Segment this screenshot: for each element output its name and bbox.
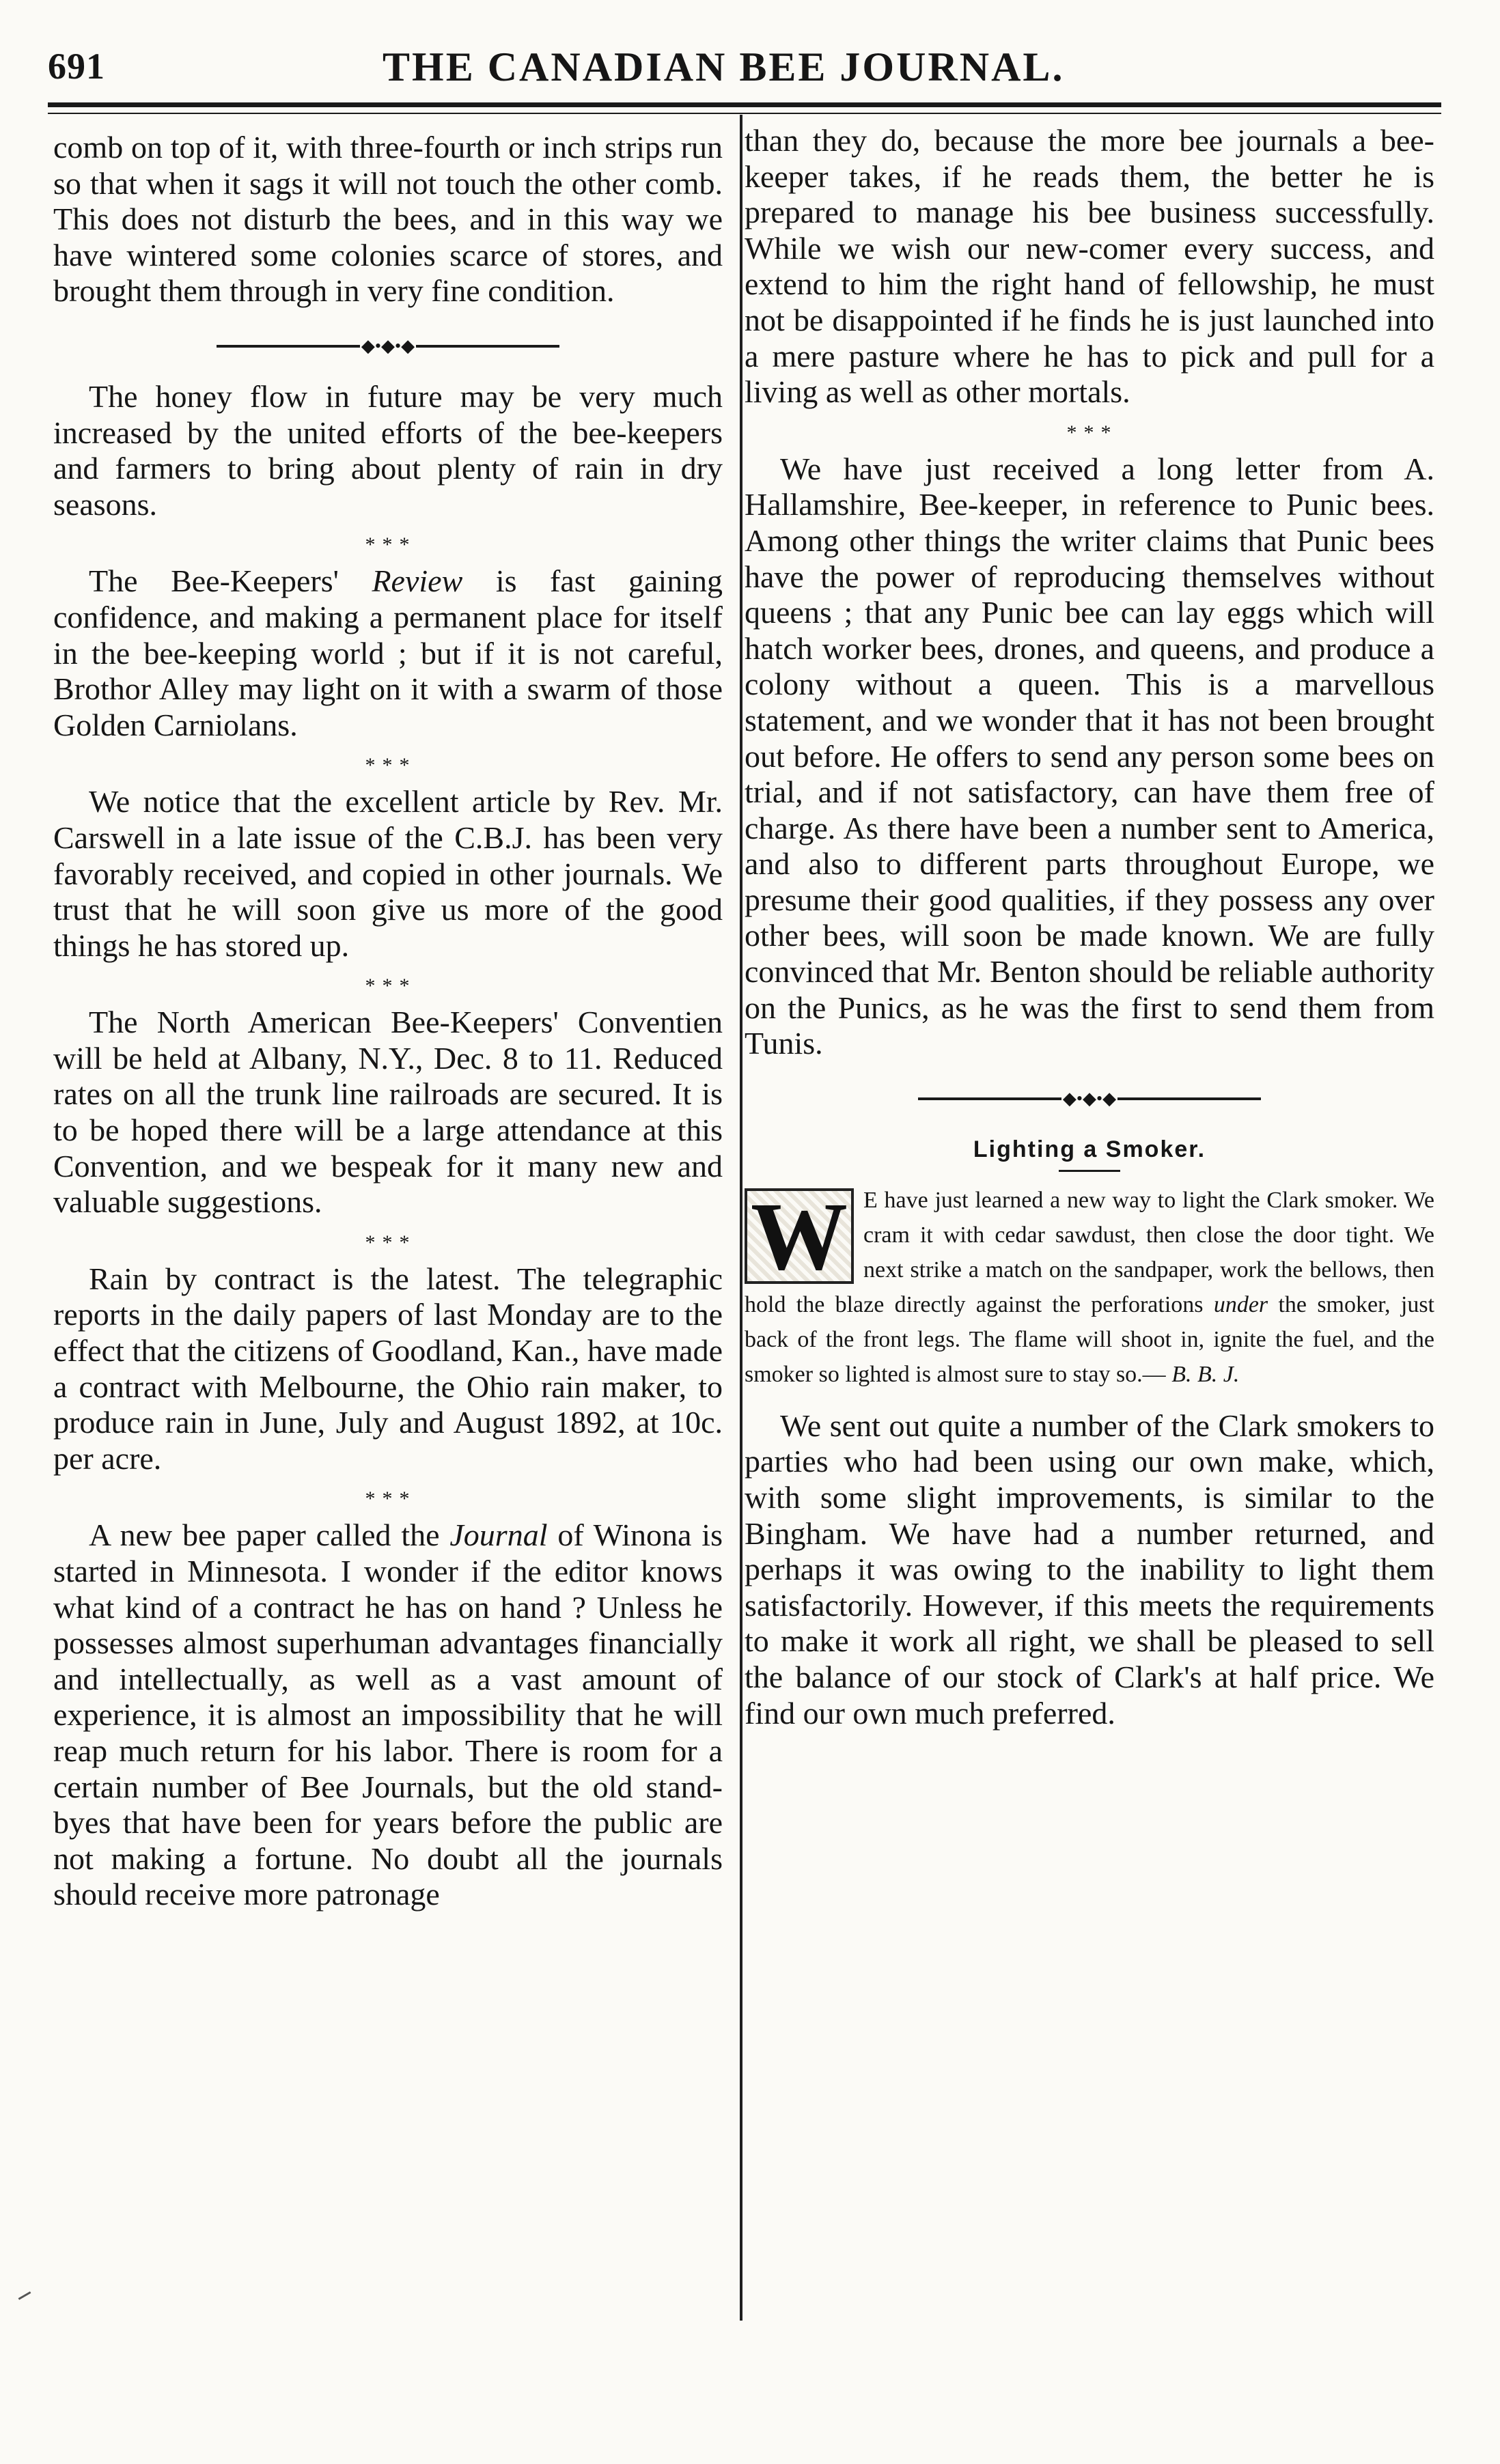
paragraph-clark-smokers: We sent out quite a number of the Clark smokers to parties who had been using our own make, which, with some slight improvements, is similar to the Bingham. We have had a number returned, and perhaps it was owing to the inability to light them satisfactorily. However, if this meets the requirements to make it work all right, we shall be pleased to sell the balance of our stock of Clark's at half price. We find our own much preferred. (745, 1408, 1434, 1731)
asterism-separator: * * * (365, 754, 411, 777)
asterism-separator: * * * (365, 975, 411, 998)
paragraph-convention: The North American Bee-Keepers' Conventien will be held at Albany, N.Y., Dec. 8 to 11. Reduced rates on all the trunk line railroads are secured. It is to be hoped there will be a large attendance at this Convention, and we bespeak for it many new and valuable suggestions. (53, 1005, 723, 1220)
ornament-line-right (1117, 1097, 1261, 1100)
review-title: Review (372, 563, 463, 599)
ornament-line-left (918, 1097, 1061, 1100)
smoker-article (745, 1183, 1434, 1392)
ornament-line-right (416, 345, 559, 348)
decorative-dropcap (745, 1181, 854, 1290)
ornament-knot: ◆•◆•◆ (361, 335, 415, 356)
smoker-text-start: E have just learned a new way to light the Clark smoker. We cram it with cedar sawdust, then close the door tight. We next strike a match on the sandpaper, work the bellows, then hold the blaze directly against the perforations (745, 1187, 1434, 1317)
asterism-separator: * * * (1066, 421, 1113, 444)
column-divider (740, 115, 742, 2321)
section-heading: Lighting a Smoker. (973, 1136, 1206, 1162)
header-rule-thick (48, 102, 1441, 107)
page-number: 691 (48, 46, 105, 87)
bee-paper-text-start: A new bee paper called the (89, 1517, 450, 1553)
left-column (53, 130, 723, 1913)
review-text-end: is fast gaining confidence, and making a permanent place for itself in the bee-keeping world ; but if it is not careful, Brothor Alley may light on it with a swarm of those Golden Carniolans. (53, 563, 723, 742)
paragraph-rain-contract: Rain by contract is the latest. The telegraphic reports in the daily papers of last Monday are to the effect that the citizens of Goodland, Kan., have made a contract with Melbourne, the Ohio rain maker, to produce rain in June, July and August 1892, at 10c. per acre. (53, 1261, 723, 1476)
smoker-text-end: the smoker, just back of the front legs. The flame will shoot in, ignite the fuel, and the smoker so lighted is almost sure to stay so.— (745, 1291, 1434, 1387)
journal-title: THE CANADIAN BEE JOURNAL. (383, 44, 1065, 89)
header-rule-thin (48, 113, 1441, 114)
dropcap-letter: W (751, 1181, 848, 1290)
asterism-separator: * * * (365, 1487, 411, 1511)
asterism-separator: * * * (365, 1231, 411, 1254)
paragraph-carswell: We notice that the excellent article by Rev. Mr. Carswell in a late issue of the C.B.J. has been very favorably received, and copied in other journals. We trust that he will soon give us more of the good things he has stored up. (53, 784, 723, 963)
paragraph-patronage-continued: than they do, because the more bee journals a bee-keeper takes, if he reads them, the better he is prepared to manage his bee business successfully. While we wish our new-comer every success, and extend to him the right hand of fellowship, he must not be disappointed if he finds he is just launched into a mere pasture where he has to pick and pull for a living as well as other mortals. (745, 123, 1434, 410)
heading-underline (1059, 1170, 1120, 1172)
paragraph-punic-bees: We have just received a long letter from A. Hallamshire, Bee-keeper, in reference to Punic bees. Among other things the writer claims that Punic bees have the power of reproducing themselves without queens ; that any Punic bee can lay eggs which will hatch worker bees, drones, and queens, and produce a colony without a queen. This is a marvellous statement, and we wonder that it has not been brought out before. He offers to send any person some bees on trial, and if not satisfactory, can have them free of charge. As there have been a number sent to America, and also to different parts throughout Europe, we presume their good qualities, if they possess any over other bees, will soon be made known. We are fully convinced that Mr. Benton should be reliable authority on the Punics, as he was the first to send them from Tunis. (745, 451, 1434, 1061)
source-signature: B. B. J. (1171, 1361, 1240, 1387)
paragraph-comb-strips: comb on top of it, with three-fourth or inch strips run so that when it sags it will not touch the other comb. This does not disturb the bees, and in this way we have wintered some colonies scarce of stores, and brought them through in very fine condition. (53, 130, 723, 309)
page-header (48, 41, 1441, 96)
paragraph-honey-flow: The honey flow in future may be very much increased by the united efforts of the bee-keepers and farmers to bring about plenty of rain in dry seasons. (53, 378, 723, 522)
ornament-line-left (217, 345, 360, 348)
margin-pencil-mark (18, 2291, 31, 2300)
right-column (745, 123, 1434, 1731)
bee-paper-text-end: of Winona is started in Minnesota. I wonder if the editor knows what kind of a contract he has on hand ? Unless he possesses almost superhuman advantages financially and intellectually, as well as a vast amount of experience, it is almost an impossibility that he will reap much return for his labor. There is room for a certain number of Bee Journals, but the old stand-byes that have been for years before the public are not making a fortune. No doubt all the journals should receive more patronage (53, 1517, 723, 1912)
paragraph-new-bee-paper (53, 1517, 723, 1913)
ornamental-rule (53, 328, 723, 364)
paragraph-review (53, 563, 723, 743)
smoker-under-italic: under (1213, 1291, 1268, 1317)
journal-title-italic: Journal (449, 1517, 548, 1553)
asterism-separator: * * * (365, 533, 411, 557)
review-text-start: The Bee-Keepers' (89, 563, 372, 599)
ornament-knot: ◆•◆•◆ (1062, 1088, 1117, 1108)
ornamental-rule (745, 1081, 1434, 1117)
